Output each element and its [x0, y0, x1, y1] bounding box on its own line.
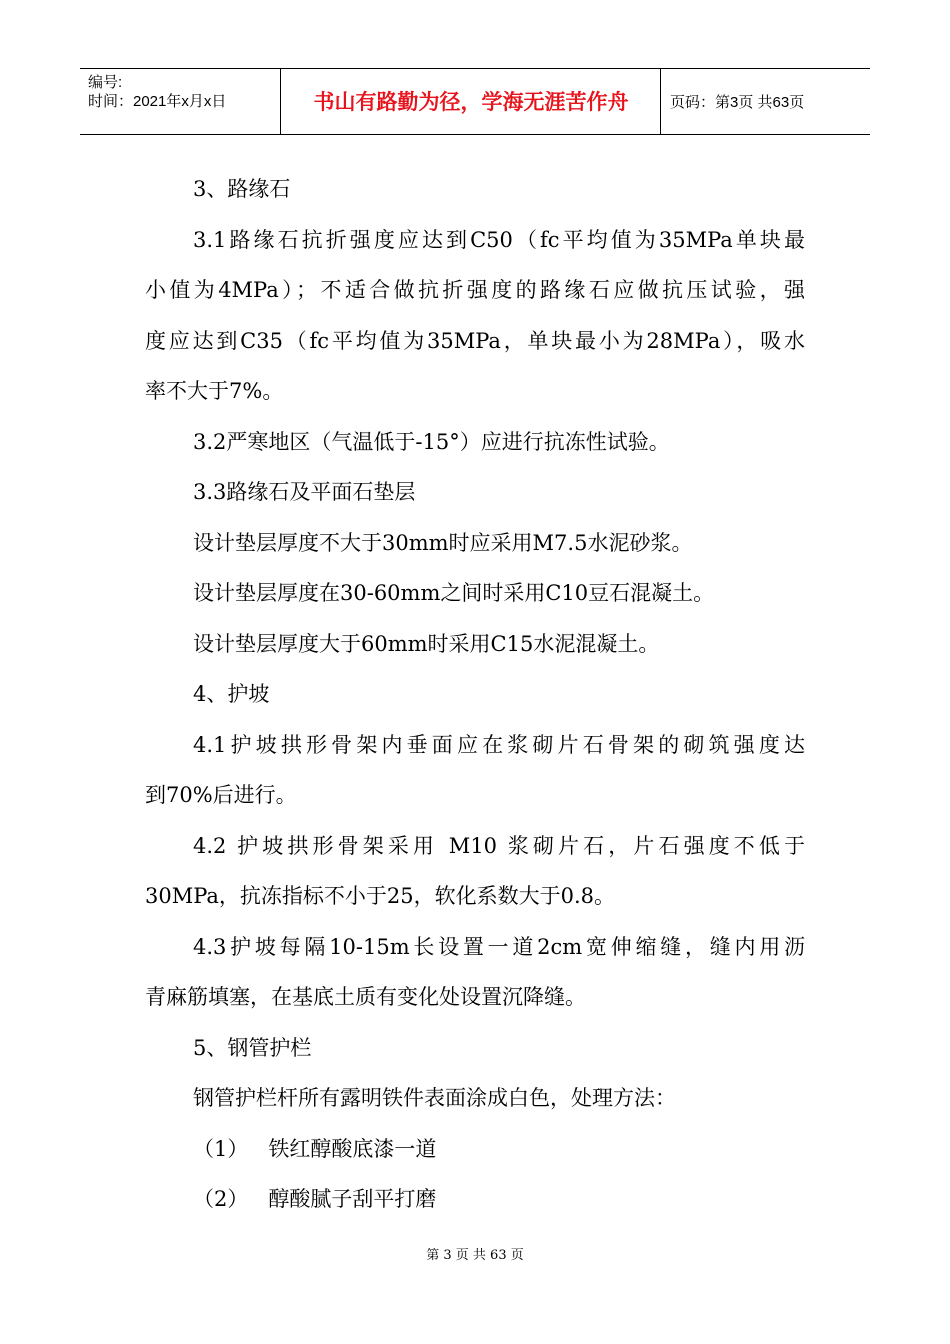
paragraph-line: 4.3护坡每隔10-15m长设置一道2cm宽伸缩缝，缝内用沥	[193, 934, 805, 959]
paragraph-line: 3.2严寒地区（气温低于-15°）应进行抗冻性试验。	[193, 429, 670, 454]
document-number-label: 编号:	[88, 74, 123, 91]
paragraph-line: 设计垫层厚度不大于30mm时应采用M7.5水泥砂浆。	[193, 530, 693, 555]
paragraph-line: 率不大于7%。	[145, 379, 284, 403]
list-item: （1） 铁红醇酸底漆一道	[193, 1136, 437, 1161]
paragraph-line: 设计垫层厚度大于60mm时采用C15水泥混凝土。	[193, 631, 660, 656]
header-divider-right	[660, 68, 661, 134]
header-bottom-rule	[80, 134, 870, 135]
section-heading: 5、钢管护栏	[193, 1035, 312, 1060]
paragraph-line: 青麻筋填塞，在基底土质有变化处设置沉降缝。	[145, 985, 586, 1009]
header-left-cell	[88, 73, 280, 111]
header-motto: 书山有路勤为径，学海无涯苦作舟	[313, 90, 629, 114]
paragraph-line: 度应达到C35（fc平均值为35MPa，单块最小为28MPa），吸水	[145, 328, 805, 353]
document-body	[145, 164, 805, 1225]
paragraph-line: 到70%后进行。	[145, 783, 297, 807]
paragraph-line: 4.1护坡拱形骨架内垂面应在浆砌片石骨架的砌筑强度达	[193, 732, 805, 757]
subsection-heading: 3.3路缘石及平面石垫层	[193, 480, 416, 504]
section-heading: 4、护坡	[193, 682, 270, 706]
paragraph-line: 小值为4MPa）；不适合做抗折强度的路缘石应做抗压试验，强	[145, 278, 805, 302]
list-item: （2） 醇酸腻子刮平打磨	[193, 1187, 437, 1211]
document-time-label: 时间：2021年x月x日	[88, 93, 227, 110]
header-divider-left	[280, 68, 281, 134]
paragraph-line: 4.2 护坡拱形骨架采用 M10 浆砌片石，片石强度不低于	[193, 833, 805, 858]
header-page-info: 页码：第3页 共63页	[670, 93, 805, 111]
page-footer: 第 3 页 共 63 页	[426, 1248, 524, 1263]
paragraph-line: 设计垫层厚度在30-60mm之间时采用C10豆石混凝土。	[193, 581, 715, 605]
paragraph-line: 30MPa，抗冻指标不小于25，软化系数大于0.8。	[145, 884, 616, 908]
page-header	[80, 68, 870, 134]
section-heading: 3、路缘石	[193, 177, 291, 201]
paragraph-line: 钢管护栏杆所有露明铁件表面涂成白色，处理方法：	[193, 1086, 676, 1110]
paragraph-line: 3.1路缘石抗折强度应达到C50（fc平均值为35MPa单块最	[193, 227, 805, 252]
